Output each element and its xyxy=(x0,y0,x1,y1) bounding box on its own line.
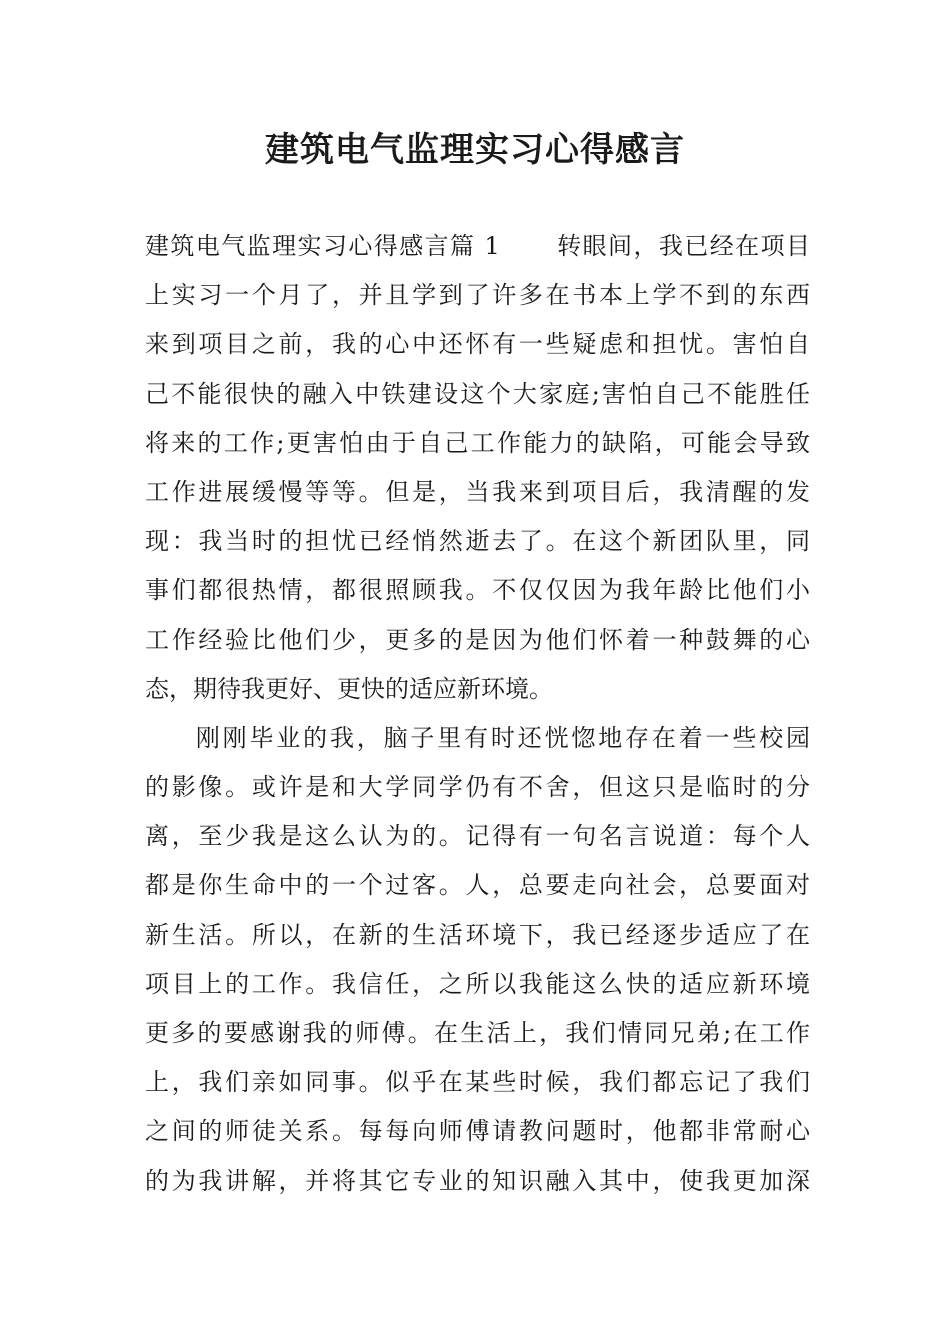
text-line: 都是你生命中的一个过客。人，总要走向社会，总要面对 xyxy=(145,871,810,900)
inline-heading: 建筑电气监理实习心得感言篇 1 xyxy=(145,232,500,260)
text-line: 工作进展缓慢等等。但是，当我来到项目后，我清醒的发 xyxy=(145,477,810,506)
text-line: 上实习一个月了，并且学到了许多在书本上学不到的东西 xyxy=(145,281,810,310)
text-line-content: 刚刚毕业的我，脑子里有时还恍惚地存在着一些校园 xyxy=(193,723,810,752)
text-line: 之间的师徒关系。每每向师傅请教问题时，他都非常耐心 xyxy=(145,1117,810,1146)
document-body xyxy=(145,222,810,1206)
document-title: 建筑电气监理实习心得感言 xyxy=(265,130,685,170)
text-line: 的影像。或许是和大学同学仍有不舍，但这只是临时的分 xyxy=(145,773,810,802)
text-line xyxy=(145,714,810,763)
text-line: 工作经验比他们少，更多的是因为他们怀着一种鼓舞的心 xyxy=(145,625,810,654)
text-line: 事们都很热情，都很照顾我。不仅仅因为我年龄比他们小 xyxy=(145,576,810,605)
text-line: 项目上的工作。我信任，之所以我能这么快的适应新环境 xyxy=(145,969,810,998)
text-line: 现：我当时的担忧已经悄然逝去了。在这个新团队里，同 xyxy=(145,527,810,556)
text-line xyxy=(145,222,810,271)
text-line-content: 转眼间，我已经在项目 xyxy=(555,232,811,260)
text-line: 己不能很快的融入中铁建设这个大家庭;害怕自己不能胜任 xyxy=(145,379,810,408)
text-line: 来到项目之前，我的心中还怀有一些疑虑和担忧。害怕自 xyxy=(145,330,810,359)
text-line: 的为我讲解，并将其它专业的知识融入其中，使我更加深 xyxy=(145,1166,810,1195)
text-line: 新生活。所以，在新的生活环境下，我已经逐步适应了在 xyxy=(145,920,810,949)
text-line: 态，期待我更好、更快的适应新环境。 xyxy=(145,674,553,703)
text-line: 离，至少我是这么认为的。记得有一句名言说道：每个人 xyxy=(145,822,810,851)
text-line: 更多的要感谢我的师傅。在生活上，我们情同兄弟;在工作 xyxy=(145,1019,810,1047)
text-line: 上，我们亲如同事。似乎在某些时候，我们都忘记了我们 xyxy=(145,1068,810,1097)
text-line: 将来的工作;更害怕由于自己工作能力的缺陷，可能会导致 xyxy=(145,428,810,457)
